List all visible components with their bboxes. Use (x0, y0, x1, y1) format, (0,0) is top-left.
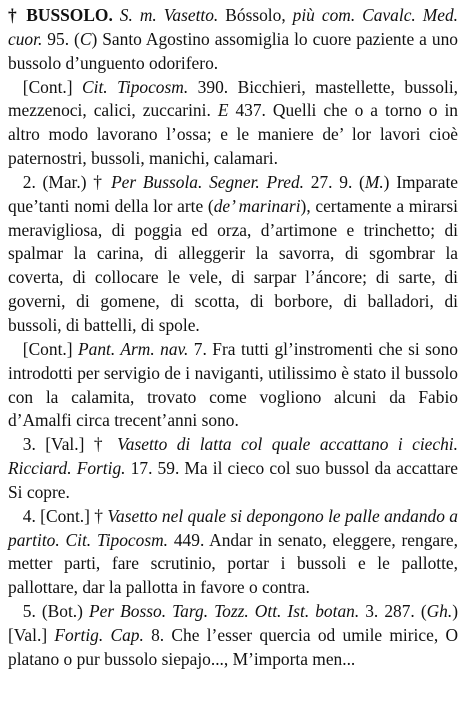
italic-run: Gh. (426, 601, 453, 622)
entry-sense-4 (8, 433, 458, 505)
italic-run: Per Bosso. Targ. Tozz. Ott. Ist. botan. (89, 601, 360, 622)
text-run: 449. Andar in senato, eleggere, rengare, metter parti, fare scrutinio, portar i bussoli e le pallotte, pallottare, dar la pallotta in favore o contra. (8, 529, 458, 598)
entry-sense-1 (8, 76, 458, 171)
text-run: 17. 59. Ma il cieco col suo bussol da accattare Si copre. (8, 458, 458, 502)
entry-sense-2 (8, 171, 458, 338)
italic-run: Per Bussola. Segner. Pred. (111, 171, 305, 192)
text-run: 95. ( (42, 28, 80, 49)
entry-sense-3 (8, 338, 458, 433)
entry-sense-5 (8, 505, 458, 600)
text-run: ) Santo Agostino assomiglia lo cuore paziente a uno bussolo d’unguento odorifero. (8, 28, 458, 73)
text-run: 437. Quelli che o a torno o in altro modo lavorano l’ossa; e le maniere de’ lor lavori cioè paternostri, bussoli, manichi, calamari. (8, 100, 458, 169)
entry-definition (8, 4, 458, 76)
italic-run: Pant. Arm. nav. (78, 338, 189, 359)
text-run: 27. 9. ( (304, 171, 365, 192)
text-run (113, 5, 120, 25)
text-run: ) Imparate que’tanti nomi della lor arte ( (8, 171, 458, 216)
italic-run: Vasetto di latta col quale accattano i ciechi. Ricciard. Fortig. (8, 434, 458, 479)
italic-run: Cit. Tipocosm. (82, 76, 189, 97)
text-run: 5. (Bot.) (22, 601, 89, 622)
text-run: 7. Fra tutti gl’instromenti che si sono introdotti per servigio de i naviganti, utilissimo è stato il bussolo con la calamita, trovato come vogliono alcuni da Fabio d’Amalfi circa trecent’anni sono. (8, 338, 458, 431)
text-run: 3. [Val.] † (22, 434, 118, 455)
text-run: 390. Bicchieri, mastellette, bussoli, mezzenoci, calici, zuccarini. (8, 76, 459, 121)
text-run: Bóssolo, (218, 5, 293, 25)
text-run: ) [Val.] (8, 601, 459, 645)
text-run: 2. (Mar.) † (22, 171, 112, 192)
italic-run: M. (364, 171, 384, 192)
dictionary-entry-bussolo (8, 4, 458, 672)
italic-run: C (79, 28, 92, 49)
italic-run: E (217, 100, 229, 121)
text-run: 8. Che l’esser quercia od umile mirice, O platano o pur bussolo siepajo..., M’importa men... (8, 624, 459, 669)
italic-run: S. m. Vasetto. (119, 5, 219, 25)
italic-run: Vasetto nel quale si depongono le palle andando a partito. Cit. Tipocosm. (8, 505, 458, 550)
text-run: 4. [Cont.] † (22, 505, 108, 526)
text-run: [Cont.] (22, 338, 79, 359)
text-run: [Cont.] (22, 76, 83, 97)
text-run: ), certamente a mirarsi meravigliosa, di poggia ed orza, d’artimone e trinchetto; di spalmar la carina, di alleggerir la savorra, di sgombrar la coverta, di collocare le vele, di sarpar l’áncore; di sarte, di governi, di gomene, di scotta, di borbore, di balladori, di bussoli, di battelli, di spole. (8, 195, 459, 335)
italic-run: de’ marinari (213, 195, 301, 216)
headword: † BUSSOLO. (8, 5, 113, 25)
italic-run: più com. Cavalc. Med. cuor. (8, 5, 458, 49)
text-run: 3. 287. ( (359, 601, 427, 622)
italic-run: Fortig. Cap. (54, 624, 144, 645)
entry-sense-6 (8, 600, 458, 672)
